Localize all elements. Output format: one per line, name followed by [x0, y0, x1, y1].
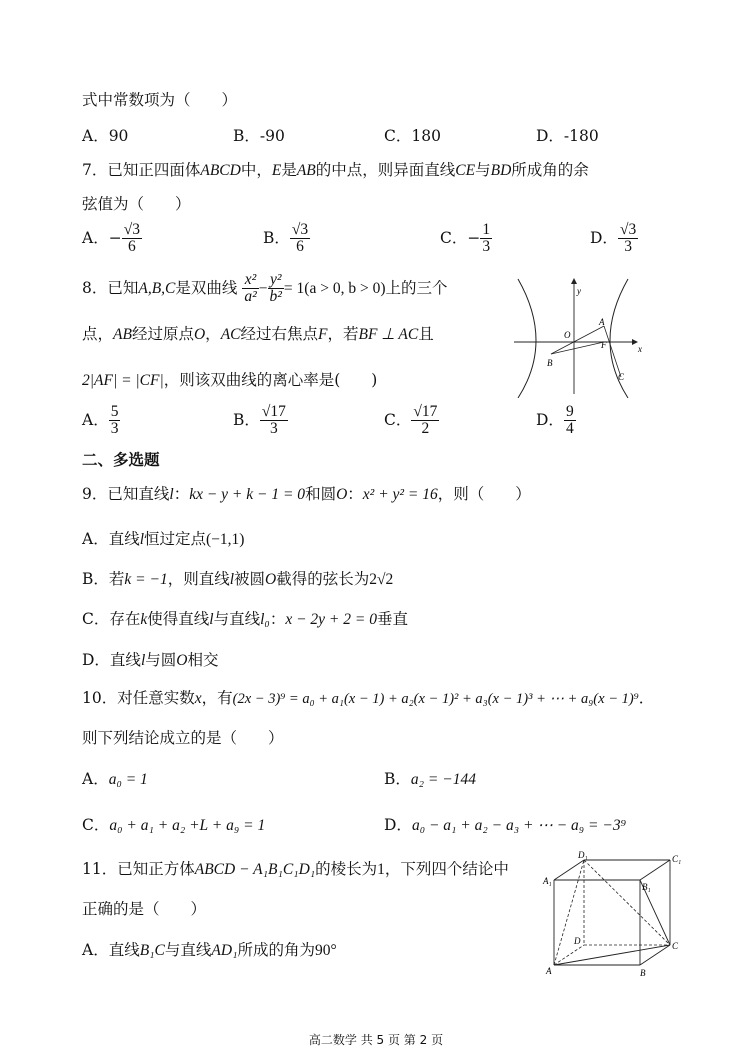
edge-b1c1 — [640, 860, 670, 880]
q9-stem: 9．已知直线l：kx − y + k − 1 = 0和圆O：x² + y² = 16，则（ ） — [82, 485, 531, 503]
q7-stem-line2: 弦值为（ ） — [82, 195, 191, 213]
q11-option-a: A．直线B₁C与直线AD₁所成的角为90° — [82, 941, 337, 959]
q6-option-a: A．90 — [82, 127, 129, 145]
c-label: C — [618, 372, 625, 382]
q8-option-a: A． $\frac{5}{3}$ — [82, 403, 119, 438]
q10-option-a: A．a₀ = 1 — [82, 770, 148, 788]
b1-label: B₁ — [642, 882, 651, 892]
page-footer: 高二数学 共 5 页 第 2 页 — [308, 1033, 444, 1047]
segment-ac — [604, 326, 621, 377]
section-heading: 二、多选题 — [82, 451, 160, 469]
q10-option-d: D．a₀ − a₁ + a₂ − a₃ + ⋯ − a₉ = −3⁹ — [384, 816, 626, 834]
y-axis-arrow — [571, 278, 577, 284]
q6-option-c: C．180 — [384, 127, 441, 145]
q6-stem-tail: 式中常数项为（ ） — [82, 91, 238, 109]
x-label: x — [638, 344, 642, 354]
q7-option-b: B． $\frac{√3}{6}$ — [263, 221, 309, 256]
q8-stem-line1: 8．已知A,B,C是双曲线 $\frac{\text{x²}}{\text{a²}}$ − $\frac{\text{y²}}{\text{b²}}$ = 1(a > 0, b > 0)上的三个 — [82, 271, 448, 306]
o-label: O — [564, 330, 571, 340]
segment-ac — [554, 945, 670, 965]
q8-stem-line2: 点，AB经过原点O，AC经过右焦点F，若BF ⊥ AC且 — [82, 325, 434, 343]
q6-option-b: B．-90 — [233, 127, 285, 145]
q11-cube-figure — [540, 850, 690, 982]
q8-option-d: D． $\frac{9}{4}$ — [536, 403, 574, 438]
q9-option-a: A．直线l恒过定点(−1,1) — [82, 530, 245, 548]
c-label: C — [672, 941, 679, 951]
q10-stem-line1: 10．对任意实数x，有(2x − 3)⁹ = a₀ + a₁(x − 1) + a₂(x − 1)² + a₃(x − 1)³ + ⋯ + a₉(x − 1)⁹． — [82, 689, 655, 707]
q8-hyperbola-figure — [510, 276, 645, 398]
q11-stem-line2: 正确的是（ ） — [82, 900, 207, 918]
q7-option-a: A．− $\frac{√3}{6}$ — [82, 221, 140, 256]
q9-option-d: D．直线l与圆O相交 — [82, 651, 219, 669]
q10-option-c: C．a₀ + a₁ + a₂ +L + a₉ = 1 — [82, 816, 266, 834]
q9-option-c: C．存在k使得直线l与直线l₀：x − 2y + 2 = 0垂直 — [82, 610, 408, 628]
segment-ab — [551, 326, 604, 354]
y-label: y — [577, 286, 581, 296]
left-branch — [518, 279, 536, 398]
q11-stem-line1: 11．已知正方体ABCD − A₁B₁C₁D₁的棱长为1，下列四个结论中 — [82, 860, 509, 878]
a-label: A — [546, 966, 552, 976]
q10-stem-line2: 则下列结论成立的是（ ） — [82, 729, 284, 747]
b-label: B — [640, 968, 646, 978]
q8-option-b: B． $\frac{√17}{3}$ — [233, 403, 286, 438]
d1-label: D₁ — [578, 850, 588, 860]
a1-label: A₁ — [543, 876, 552, 886]
a-label: A — [599, 317, 605, 327]
d-label: D — [574, 936, 581, 946]
b-label: B — [547, 358, 553, 368]
q7-stem-line1: 7．已知正四面体ABCD中，E是AB的中点，则异面直线CE与BD所成角的余 — [82, 161, 589, 179]
segment-ad1 — [554, 860, 584, 965]
c1-label: C₁ — [672, 854, 682, 864]
q8-option-c: C． $\frac{√17}{2}$ — [384, 403, 438, 438]
segment-d1c — [584, 860, 670, 945]
q9-option-b: B．若k = −1，则直线l被圆O截得的弦长为2√2 — [82, 570, 394, 588]
q10-option-b: B．a₂ = −144 — [384, 770, 476, 788]
q8-hyperbola-x-term: $\frac{\text{x²}}{\text{a²}}$ — [244, 271, 257, 306]
q6-option-d: D．-180 — [536, 127, 599, 145]
f-label: F — [601, 340, 607, 350]
segment-bf — [551, 342, 604, 354]
q7-option-d: D． $\frac{√3}{3}$ — [590, 221, 637, 256]
q8-stem-line3: 2|AF| = |CF|，则该双曲线的离心率是( ) — [82, 371, 378, 389]
q7-option-c: C．− $\frac{1}{3}$ — [440, 221, 491, 256]
q8-hyperbola-y-term: $\frac{\text{y²}}{\text{b²}}$ — [269, 271, 282, 306]
